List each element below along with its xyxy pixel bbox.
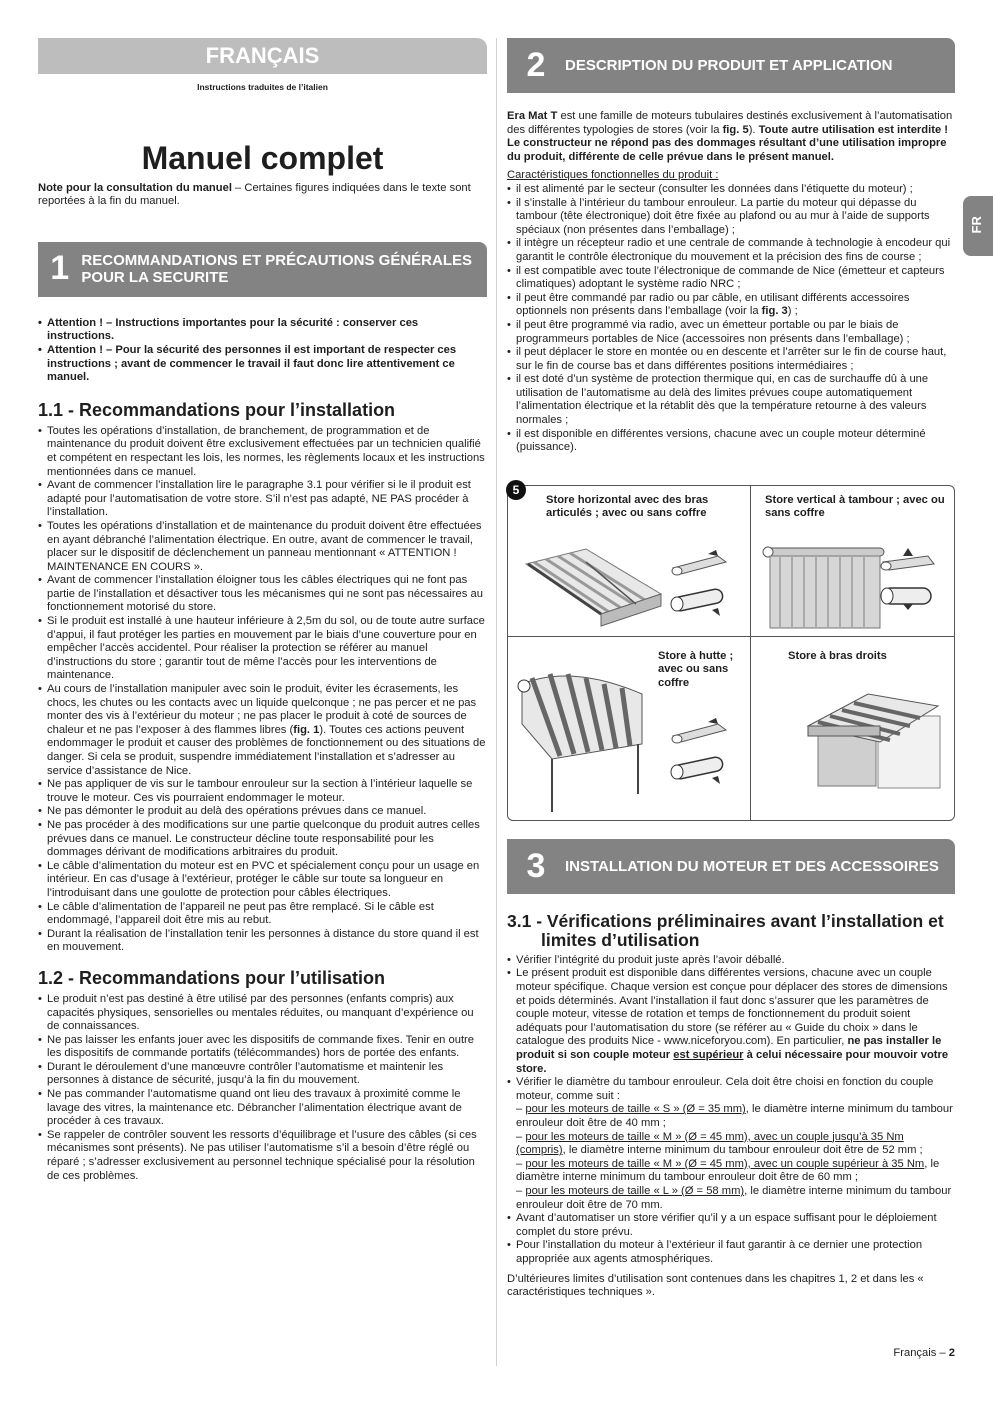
figure-divider-horizontal (508, 636, 954, 637)
subsection-3-1-title: 3.1 - Vérifications préliminaires avant l’installation et limites d’utilisation (507, 910, 944, 950)
motor-size-s: pour les moteurs de taille « S » (Ø = 35 mm) (525, 1103, 746, 1116)
translation-note: Instructions traduites de l’italien (197, 82, 328, 92)
list-item (507, 292, 955, 319)
list-item: • il est doté d’un système de protection thermique qui, en cas de surchauffe dû à une utilisation de l’automatisme au delà des limites prévues coupe automatiquement l’alimentation électrique et la rétablit dès que la température retourne à des valeurs normales ; (507, 373, 955, 427)
list-item: • Se rappeler de contrôler souvent les ressorts d’équilibrage et l’usure des câbles (si ces mécanismes sont présents). Ne pas utiliser l’automatisme s’il a besoin d’être réglé ou réparé ; s’adresser exclusivement au personnel technique spécialisé pour la résolution de ces problèmes. (38, 1129, 487, 1183)
horizontal-awning-illustration (516, 544, 666, 634)
motor-size-m-high: pour les moteurs de taille « M » (Ø = 45 mm), avec un couple supérieur à 35 Nm (525, 1157, 925, 1170)
list-item (507, 967, 955, 1076)
list-item: • Avant de commencer l’installation lire le paragraphe 3.1 pour vérifier si le il produit est adapté pour l’automatisation de votre store. S’il n’est pas adapté, NE PAS procéder à l’installation. (38, 479, 487, 520)
section-2-header (507, 38, 955, 93)
figure-reference: fig. 1 (293, 723, 320, 736)
list-item: • Si le produit est installé à une hauteur inférieure à 2,5m du sol, ou de toute autre surface d’appui, il faut protéger les parties en mouvement par le biais d’une couverture pour en empêcher l’accès accidentel. Pour réaliser la protection se référer au manuel d’instructions du store ; garantir tout de même l’accès pour les interventions de maintenance. (38, 615, 487, 683)
section-3-header (507, 839, 955, 894)
list-item: • il intègre un récepteur radio et une centrale de commande à technologie à encodeur qui garantit le contrôle électronique du mouvement et la précision des fins de course ; (507, 237, 955, 264)
page-title: Manuel complet (141, 139, 384, 176)
installation-recommendations (38, 425, 487, 955)
page-number: 2 (948, 1347, 955, 1359)
caption-vertical-blind: Store vertical à tambour ; avec ou sans coffre (765, 493, 945, 520)
section-1-number: 1 (50, 249, 70, 288)
consultation-note (38, 182, 487, 209)
figure-reference: fig. 3 (761, 305, 788, 318)
note-label: Note pour la consultation du manuel (38, 181, 232, 194)
usage-recommendations (38, 993, 487, 1183)
preliminary-checks (507, 954, 955, 1267)
diameter-text: , le diamètre interne minimum du tambour enrouleur doit être de 52 mm ; (562, 1144, 923, 1157)
intro-text: est une famille de moteurs tubulaires destinés exclusivement à l’automatisation des différentes typologies de stores (voir la (507, 110, 953, 136)
product-name: Era Mat T (507, 110, 558, 122)
item-text: Au cours de l’installation manipuler avec soin le produit, éviter les écrasements, les chocs, les chutes ou les contacts avec un liquide quelconque ; ne pas percer et ne pas monter des vis à l’extérieur du moteur ; ne pas placer le produit à coté de sources de chaleur et ne pas l’exposer à des flammes libres ( (47, 683, 477, 736)
motor-tube-icon (668, 548, 738, 628)
list-item: • Avant de commencer l’installation éloigner tous les câbles électriques qui ne font pas partie de l’installation et désactiver tous les mécanismes qui ne sont pas nécessaires au fonctionnement motorisé du store. (38, 574, 487, 615)
figure-reference: fig. 5 (722, 123, 749, 136)
list-item: • Ne pas commander l’automatisme quand ont lieu des travaux à proximité comme le lavage des vitres, la maintenance etc. Débrancher l’alimentation électrique avant de procéder à ces travaux. (38, 1088, 487, 1129)
item-bold-underlined: est supérieur (673, 1049, 744, 1061)
list-item: • Ne pas appliquer de vis sur le tambour enrouleur sur la section à l’intérieur laquelle se trouve le moteur. Ces vis pourraient endommager le moteur. (38, 778, 487, 805)
left-column (38, 38, 487, 1183)
section-2-title: DESCRIPTION DU PRODUIT ET APPLICATION (565, 57, 893, 74)
intro-text: ). (748, 123, 759, 136)
list-item: • Vérifier l’intégrité du produit juste après l’avoir déballé. (507, 954, 955, 968)
motor-tube-icon (878, 548, 948, 628)
item-text: il peut être commandé par radio ou par câble, en utilisant différents accessoires optionnels non présents dans l’emballage (voir la (516, 291, 910, 318)
list-item: • Durant la réalisation de l’installation tenir les personnes à distance du store quand il est en mouvement. (38, 928, 487, 955)
list-item: • Avant d’automatiser un store vérifier qu’il y a un espace suffisant pour le déploiement complet du store prévu. (507, 1212, 955, 1239)
item-bold-text: ne pas installer le produit si son couple moteur (516, 1035, 942, 1061)
section-1-title: RECOMMANDATIONS ET PRÉCAUTIONS GÉNÉRALES POUR LA SECURITE (81, 252, 472, 287)
figure-number: 5 (506, 480, 526, 500)
note-text: – Certaines figures indiquées dans le texte sont reportées à la fin du manuel. (38, 181, 471, 208)
figure-divider-vertical (750, 486, 751, 820)
list-item: • Toutes les opérations d’installation et de maintenance du produit doivent être effectuées en ayant débranché l’alimentation électrique. En outre, avant de commencer le travail, placer sur le dispositif de déclenchement un panneau mentionnant « ATTENTION ! MAINTENANCE EN COURS ». (38, 520, 487, 574)
language-banner: FRANÇAIS (38, 38, 487, 74)
section-3-number: 3 (526, 846, 546, 885)
language-side-tab (963, 196, 993, 256)
diameter-text: , le diamètre interne minimum du tambour enrouleur doit être de 70 mm. (516, 1184, 952, 1211)
hutch-awning-illustration (512, 664, 652, 814)
list-item: • Le câble d’alimentation du moteur est en PVC et spécialement conçu pour un usage en intérieur. En cas d’usage à l’extérieur, protéger le câble sur toute sa longueur en l’introduisant dans une goulotte de protection pour câbles électriques. (38, 860, 487, 901)
usage-warning: Toute autre utilisation est interdite ! Le constructeur ne répond pas des dommages résultant d’une utilisation impropre du produit, différente de celle prévue dans le présent manuel. (507, 123, 949, 163)
list-item: • il est compatible avec toute l’électronique de commande de Nice (émetteur et capteurs climatiques) adoptant le système radio NRC ; (507, 265, 955, 292)
list-item: • Ne pas démonter le produit au delà des opérations prévues dans ce manuel. (38, 805, 487, 819)
motor-size-m-low: pour les moteurs de taille « M » (Ø = 45 mm), avec un couple jusqu’à 35 Nm (compris) (516, 1130, 904, 1157)
caption-horizontal-awning: Store horizontal avec des bras articulés ; avec ou sans coffre (546, 493, 709, 520)
list-item: • Durant le déroulement d’une manœuvre contrôler l’automatisme et maintenir les personnes à distance de sécurité, jusqu’à la fin du mouvement. (38, 1061, 487, 1088)
figure-5 (507, 482, 955, 821)
section-2-number: 2 (526, 45, 546, 84)
list-item: • il peut être programmé via radio, avec un émetteur portable ou par le biais de programmeurs portables de Nice (accessoires non présents dans l’emballage) ; (507, 319, 955, 346)
subsection-1-2-title: 1.2 - Recommandations pour l’utilisation (38, 967, 386, 988)
list-item: • Pour l’installation du moteur à l’extérieur il faut garantir à ce dernier une protection appropriée aux agents atmosphériques. (507, 1239, 955, 1266)
list-item (38, 683, 487, 778)
features-list (507, 183, 955, 455)
caption-straight-arm-awning: Store à bras droits (788, 649, 887, 662)
caption-hutch-awning: Store à hutte ; avec ou sans coffre (658, 649, 734, 690)
page-footer (893, 1347, 955, 1361)
features-heading: Caractéristiques fonctionnelles du produit : (507, 169, 719, 182)
section-1-header (38, 242, 487, 297)
list-item: • Le câble d’alimentation de l’appareil ne peut pas être remplacé. Si le câble est endommagé, l’appareil doit être mis au rebut. (38, 901, 487, 928)
list-item: • Vérifier le diamètre du tambour enrouleur. Cela doit être choisi en fonction du couple moteur, comme suit : – pour les moteurs de taille « S » (Ø = 35 mm), le diamètre interne minimum du tambour enrouleur doit être de 40 mm ; – pour les moteurs de taille « M » (Ø = 45 mm), avec un couple jusqu’à 35 Nm (compris), le diamètre interne minimum du tambour enrouleur doit être de 52 mm ; – pour les moteurs de taille « M » (Ø = 45 mm), avec un couple supérieur à 35 Nm, le diamètre interne minimum du tambour enrouleur doit être de 60 mm ; – pour les moteurs de taille « L » (Ø = 58 mm), le diamètre interne minimum du tambour enrouleur doit être de 70 mm. (507, 1076, 955, 1212)
section-3-title: INSTALLATION DU MOTEUR ET DES ACCESSOIRES (565, 857, 939, 875)
closing-note: D’ultérieures limites d’utilisation sont contenues dans les chapitres 1, 2 et dans les « caractéristiques techniques ». (507, 1272, 924, 1299)
column-divider (496, 38, 497, 1366)
list-item: • Ne pas procéder à des modifications sur une partie quelconque du produit autres celles prévues dans ce manuel. Le constructeur décline toute responsabilité pour les dommages dérivant de modifications arbitraires du produit. (38, 819, 487, 860)
diameter-text: , le diamètre interne minimum du tambour enrouleur doit être de 40 mm ; (516, 1103, 953, 1129)
item-text: ) ; (787, 305, 798, 318)
list-item: • il peut déplacer le store en montée ou en descente et l’arrêter sur le fin de course haut, sur le fin de course bas et dans différentes positions intermédiaires ; (507, 346, 955, 373)
warning-item: • Attention ! – Instructions importantes pour la sécurité : conserver ces instructions. (38, 317, 487, 344)
motor-size-l: pour les moteurs de taille « L » (Ø = 58 mm) (525, 1184, 745, 1197)
straight-arm-awning-illustration (798, 686, 948, 796)
item-bold-text: à celui nécessaire pour mouvoir votre store. (516, 1049, 949, 1075)
list-item: • il est disponible en différentes versions, chacune avec un couple moteur déterminé (puissance). (507, 428, 955, 455)
list-item: • Ne pas laisser les enfants jouer avec les dispositifs de commande fixes. Tenir en outre les dispositifs de commande portatifs (télécommandes) hors de portée des enfants. (38, 1034, 487, 1061)
list-item: • Le produit n’est pas destiné à être utilisé par des personnes (enfants compris) aux capacités physiques, sensorielles ou mentales réduites, ou manquant d’expérience ou de connaissances. (38, 993, 487, 1034)
side-tab-label: FR (968, 216, 984, 234)
diameter-text: , le diamètre interne minimum du tambour enrouleur doit être de 60 mm ; (516, 1157, 940, 1184)
list-item: • il s’installe à l’intérieur du tambour enrouleur. La partie du moteur qui dépasse du tambour (tête électronique) doit être fixée au plafond ou au mur à l’aide de supports spéciaux (non présentes dans l’emballage) ; (507, 197, 955, 238)
safety-warnings (38, 317, 487, 385)
vertical-blind-illustration (758, 544, 888, 634)
item-text: Vérifier le diamètre du tambour enrouleur. Cela doit être choisi en fonction du couple moteur, comme suit : (516, 1076, 934, 1102)
item-text: ). Toutes ces actions peuvent endommager le produit et causer des problèmes de fonctionnement ou des situations de danger. Si cela se produit, suspendre immédiatement l’installation et s’adresser au service d’assistance de Nice. (47, 723, 486, 777)
motor-tube-icon (668, 716, 738, 796)
item-text: Le présent produit est disponible dans différentes versions, chacune avec un couple moteur spécifique. Chaque version est conçue pour déplacer des stores de dimensions et poids déterminés. Avant l’installation il faut donc s’assurer que les paramètres de couple moteur, vitesse de rotation et temps de fonctionnement du produit soient adéquats pour l’automatisation du store (se référer au « Guide du choix » dans le catalogue des produits Nice - www.niceforyou.com). En particulier, (516, 967, 948, 1048)
subsection-1-1-title: 1.1 - Recommandations pour l’installation (38, 399, 396, 420)
footer-label: Français – (893, 1347, 949, 1359)
section-2-intro (507, 110, 955, 164)
right-column (507, 38, 955, 1300)
list-item: • Toutes les opérations d’installation, de branchement, de programmation et de maintenance du produit doivent être exclusivement effectuées par un technicien qualifié et compétent en respectant les lois, les normes, les règlements locaux et les instructions mentionnées dans ce manuel. (38, 425, 487, 479)
warning-item: • Attention ! – Pour la sécurité des personnes il est important de respecter ces instructions ; avant de commencer le travail il faut donc lire attentivement ce manuel. (38, 344, 487, 385)
list-item: • il est alimenté par le secteur (consulter les données dans l’étiquette du moteur) ; (507, 183, 955, 197)
